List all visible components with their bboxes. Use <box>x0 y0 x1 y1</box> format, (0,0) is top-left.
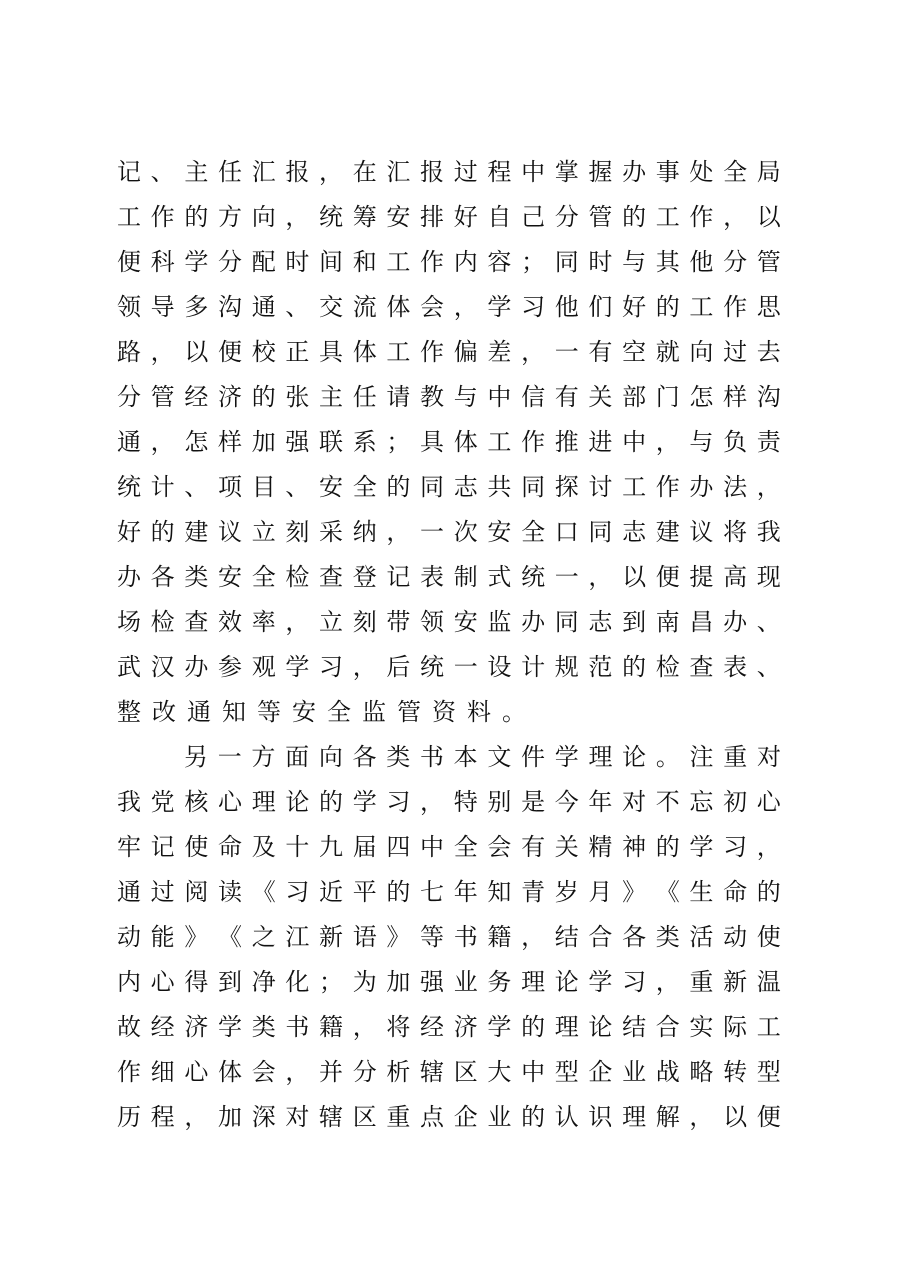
text-line: 内 心 得 到 净 化 ； 为 加 强 业 务 理 论 学 习 ， 重 新 温 <box>117 968 781 996</box>
text-line: 通 过 阅 读 《 习 近 平 的 七 年 知 青 岁 月 》 《 生 命 的 <box>117 878 781 906</box>
text-line: 好 的 建 议 立 刻 采 纳 ， 一 次 安 全 口 同 志 建 议 将 我 <box>117 518 781 546</box>
text-line: 历 程 ， 加 深 对 辖 区 重 点 企 业 的 认 识 理 解 ， 以 便 <box>117 1103 781 1131</box>
text-line: 牢 记 使 命 及 十 九 届 四 中 全 会 有 关 精 神 的 学 习 ， <box>117 833 781 861</box>
text-line: 故 经 济 学 类 书 籍 ， 将 经 济 学 的 理 论 结 合 实 际 工 <box>117 1013 781 1041</box>
text-line: 作 细 心 体 会 ， 并 分 析 辖 区 大 中 型 企 业 战 略 转 型 <box>117 1058 781 1086</box>
text-line: 便 科 学 分 配 时 间 和 工 作 内 容 ； 同 时 与 其 他 分 管 <box>117 248 781 276</box>
text-line: 工 作 的 方 向 ， 统 筹 安 排 好 自 己 分 管 的 工 作 ， 以 <box>117 203 781 231</box>
text-line: 路 ， 以 便 校 正 具 体 工 作 偏 差 ， 一 有 空 就 向 过 去 <box>117 338 781 366</box>
document-body <box>117 150 781 1140</box>
text-line: 办 各 类 安 全 检 查 登 记 表 制 式 统 一 ， 以 便 提 高 现 <box>117 563 781 591</box>
text-line: 记 、 主 任 汇 报 ， 在 汇 报 过 程 中 掌 握 办 事 处 全 局 <box>117 158 781 186</box>
text-line: 场 检 查 效 率 ， 立 刻 带 领 安 监 办 同 志 到 南 昌 办 、 <box>117 608 781 636</box>
text-line: 武 汉 办 参 观 学 习 ， 后 统 一 设 计 规 范 的 检 查 表 、 <box>117 653 781 681</box>
text-line: 通 ， 怎 样 加 强 联 系 ； 具 体 工 作 推 进 中 ， 与 负 责 <box>117 428 781 456</box>
text-line: 我 党 核 心 理 论 的 学 习 ， 特 别 是 今 年 对 不 忘 初 心 <box>117 788 781 816</box>
text-line: 领 导 多 沟 通 、 交 流 体 会 ， 学 习 他 们 好 的 工 作 思 <box>117 293 781 321</box>
text-line: 分 管 经 济 的 张 主 任 请 教 与 中 信 有 关 部 门 怎 样 沟 <box>117 383 781 411</box>
text-line: 统 计 、 项 目 、 安 全 的 同 志 共 同 探 讨 工 作 办 法 ， <box>117 473 781 501</box>
paragraph-first-line: 另 一 方 面 向 各 类 书 本 文 件 学 理 论 。 注 重 对 <box>184 743 781 771</box>
text-line: 动 能 》 《 之 江 新 语 》 等 书 籍 ， 结 合 各 类 活 动 使 <box>117 923 781 951</box>
text-line: 整 改 通 知 等 安 全 监 管 资 料 。 <box>117 698 526 726</box>
